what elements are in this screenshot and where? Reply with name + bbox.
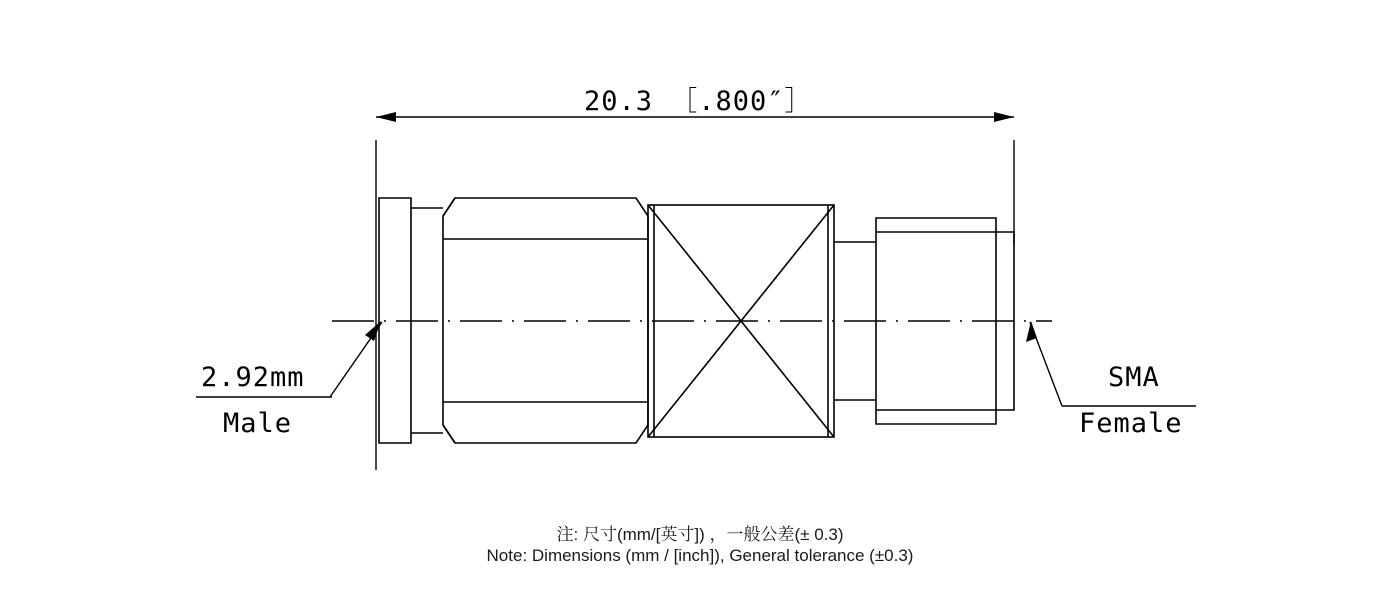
overall-length-dimension-label: 20.3 ［.800″］: [584, 86, 813, 117]
right-callout-label-type: SMA: [1108, 362, 1160, 393]
left-callout-label-type: 2.92mm: [201, 362, 305, 393]
right-callout-label-gender: Female: [1079, 408, 1183, 439]
note-english: Note: Dimensions (mm / [inch]), General tolerance (±0.3): [486, 546, 914, 565]
dimension-line-total: [376, 112, 1014, 470]
left-callout-label-gender: Male: [223, 408, 293, 439]
note-chinese: 注: 尺寸(mm/[英寸]) ，一般公差(± 0.3): [556, 525, 844, 544]
